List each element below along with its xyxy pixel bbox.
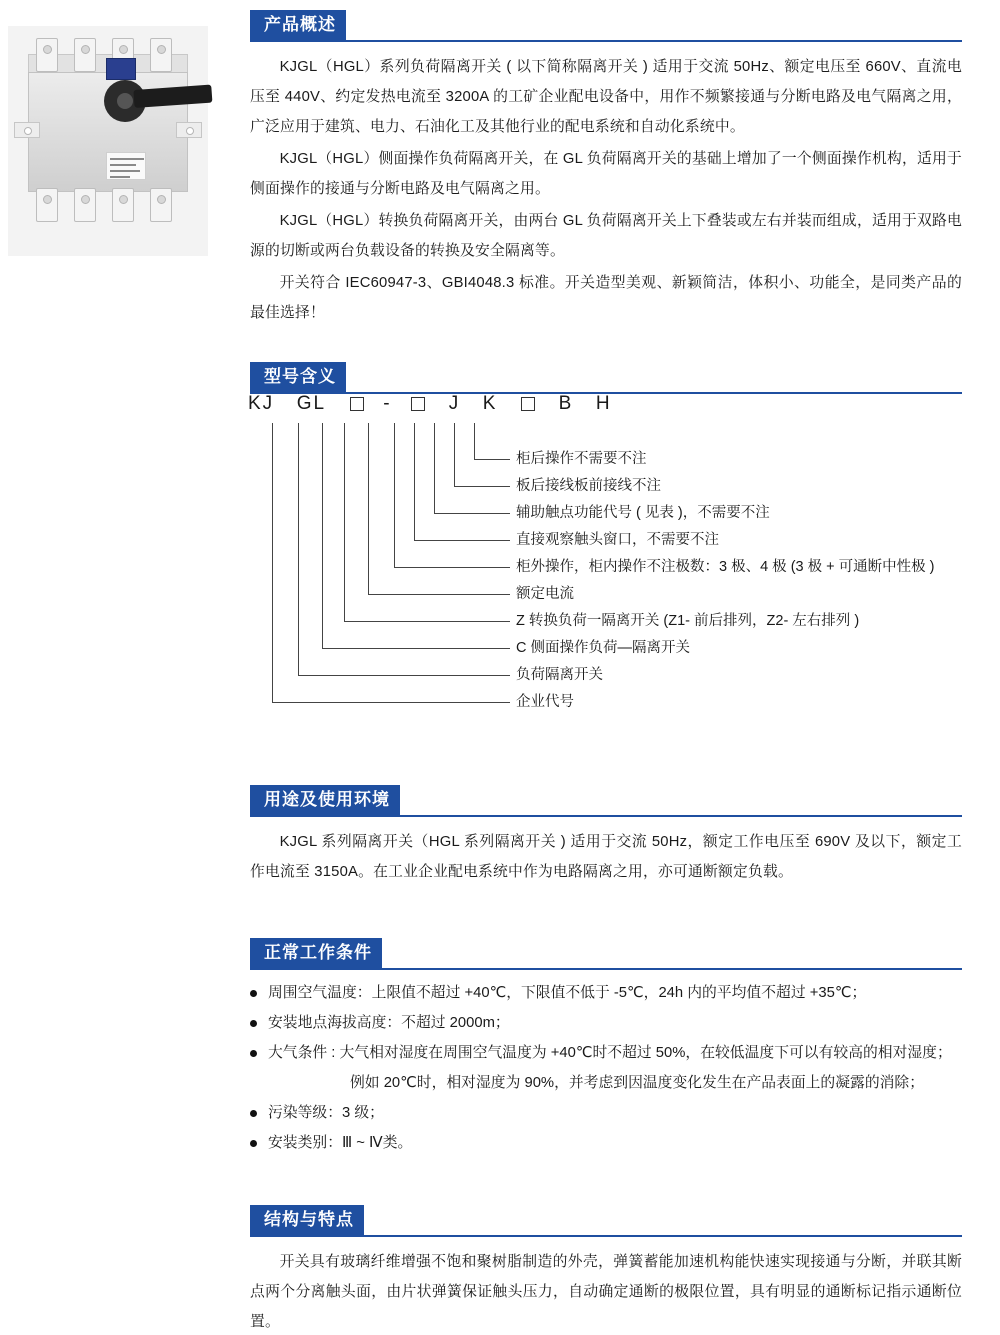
leader-line	[272, 702, 510, 703]
leader-line	[298, 423, 299, 675]
indicator-dial	[106, 58, 136, 80]
leader-line	[394, 567, 510, 568]
leader-line	[322, 648, 510, 649]
section-conditions	[250, 938, 962, 1158]
terminal	[36, 188, 58, 222]
leader-line	[474, 423, 475, 459]
leader-line	[474, 459, 510, 460]
section-overview	[250, 10, 962, 330]
leader-line	[298, 675, 510, 676]
typecode-box-3	[521, 397, 535, 411]
section-structure	[250, 1205, 962, 1335]
structure-paragraph-1: 开关具有玻璃纤维增强不饱和聚树脂制造的外壳，弹簧蓄能加速机构能快速实现接通与分断，并联其断点两个分离触头面，由片状弹簧保证触头压力，自动确定通断的极限位置，具有明显的通断标记指示通断位置。	[250, 1254, 962, 1330]
terminal	[150, 188, 172, 222]
typecode-label-7: Z 转换负荷一隔离开关 (Z1- 前后排列，Z2- 左右排列 )	[516, 613, 860, 629]
typecode-label-2: 板后接线板前接线不注	[516, 478, 661, 494]
typecode-char-k: K	[482, 393, 498, 414]
list-item: 周围空气温度：上限值不超过 +40℃，下限值不低于 -5℃，24h 内的平均值不超过 +35℃；	[250, 978, 962, 1008]
leader-line	[368, 423, 369, 594]
list-item: 大气条件 : 大气相对湿度在周围空气温度为 +40℃时不超过 50%，在较低温度下可以有较高的相对湿度；	[250, 1038, 962, 1068]
type-designation-diagram	[248, 393, 962, 723]
section-header-typecode	[250, 362, 962, 394]
leader-line	[454, 486, 510, 487]
typecode-label-5: 柜外操作，柜内操作不注极数：3 极、4 极 (3 极 + 可通断中性极 )	[516, 559, 935, 575]
leader-line	[272, 423, 273, 702]
section-title: 产品概述	[250, 10, 346, 40]
section-typecode	[250, 362, 962, 394]
leader-line	[414, 540, 510, 541]
usage-paragraph-1: KJGL 系列隔离开关（HGL 系列隔离开关 ) 适用于交流 50Hz，额定工作电压至 690V 及以下，额定工作电流至 3150A。在工业企业配电系统中作为电路隔离之用，亦可通断额定负载。	[250, 834, 962, 880]
section-title: 用途及使用环境	[250, 785, 400, 815]
typecode-label-10: 企业代号	[516, 694, 574, 710]
overview-paragraph-2: KJGL（HGL）侧面操作负荷隔离开关，在 GL 负荷隔离开关的基础上增加了一个侧面操作机构，适用于侧面操作的接通与分断电路及电气隔离之用。	[250, 151, 962, 197]
leader-line	[434, 513, 510, 514]
section-header-overview	[250, 10, 962, 42]
section-header-usage	[250, 785, 962, 817]
typecode-box-2	[411, 397, 425, 411]
list-item-continuation: 例如 20℃时，相对湿度为 90%，并考虑到因温度变化发生在产品表面上的凝露的消除；	[350, 1075, 925, 1091]
overview-paragraph-3: KJGL（HGL）转换负荷隔离开关，由两台 GL 负荷隔离开关上下叠装或左右并装而组成，适用于双路电源的切断或两台负载设备的转换及安全隔离等。	[250, 213, 962, 259]
typecode-label-6: 额定电流	[516, 586, 574, 602]
section-usage	[250, 785, 962, 889]
mounting-tab	[14, 122, 40, 138]
product-photo	[8, 26, 208, 256]
leader-line	[368, 594, 510, 595]
list-item: 安装地点海拔高度：不超过 2000m；	[250, 1008, 962, 1038]
section-title: 正常工作条件	[250, 938, 382, 968]
terminal	[74, 188, 96, 222]
leader-line	[454, 423, 455, 486]
typecode-label-9: 负荷隔离开关	[516, 667, 603, 683]
leader-line	[434, 423, 435, 513]
overview-paragraph-4: 开关符合 IEC60947-3、GBI4048.3 标准。开关造型美观、新颖简洁，体积小、功能全，是同类产品的最佳选择！	[250, 275, 962, 321]
leader-line	[322, 423, 323, 648]
overview-paragraph-1: KJGL（HGL）系列负荷隔离开关 ( 以下简称隔离开关 ) 适用于交流 50Hz、额定电压至 660V、直流电压至 440V、约定发热电流至 3200A 的工矿企业配电设备中，用作不频繁接通与分断电路及电气隔离之用，广泛应用于建筑、电力、石油化工及其他行业的配电系统和自动化系统中。	[250, 59, 962, 135]
terminal	[112, 188, 134, 222]
terminal	[74, 38, 96, 72]
typecode-char-dash: -	[383, 393, 392, 414]
rating-label-plate	[106, 152, 146, 180]
leader-line	[344, 423, 345, 621]
leader-line	[414, 423, 415, 540]
typecode-characters	[248, 393, 612, 415]
typecode-box-1	[350, 397, 364, 411]
section-title: 结构与特点	[250, 1205, 364, 1235]
typecode-label-8: C 侧面操作负荷—隔离开关	[516, 640, 690, 656]
typecode-label-4: 直接观察触头窗口，不需要不注	[516, 532, 719, 548]
typecode-char-gl: GL	[296, 393, 327, 414]
section-header-structure	[250, 1205, 962, 1237]
conditions-list	[250, 978, 962, 1158]
terminal	[36, 38, 58, 72]
mounting-tab	[176, 122, 202, 138]
section-header-conditions	[250, 938, 962, 970]
leader-line	[344, 621, 510, 622]
terminal	[150, 38, 172, 72]
section-title: 型号含义	[250, 362, 346, 392]
typecode-char-h: H	[595, 393, 612, 414]
list-item: 安装类别：Ⅲ ~ Ⅳ类。	[250, 1128, 962, 1158]
leader-line	[394, 423, 395, 567]
typecode-label-3: 辅助触点功能代号 ( 见表 )，不需要不注	[516, 505, 770, 521]
typecode-char-j: J	[448, 393, 461, 414]
typecode-label-1: 柜后操作不需要不注	[516, 451, 647, 467]
list-item: 污染等级：3 级；	[250, 1098, 962, 1128]
typecode-char-kj: KJ	[248, 393, 275, 414]
typecode-char-b: B	[558, 393, 574, 414]
